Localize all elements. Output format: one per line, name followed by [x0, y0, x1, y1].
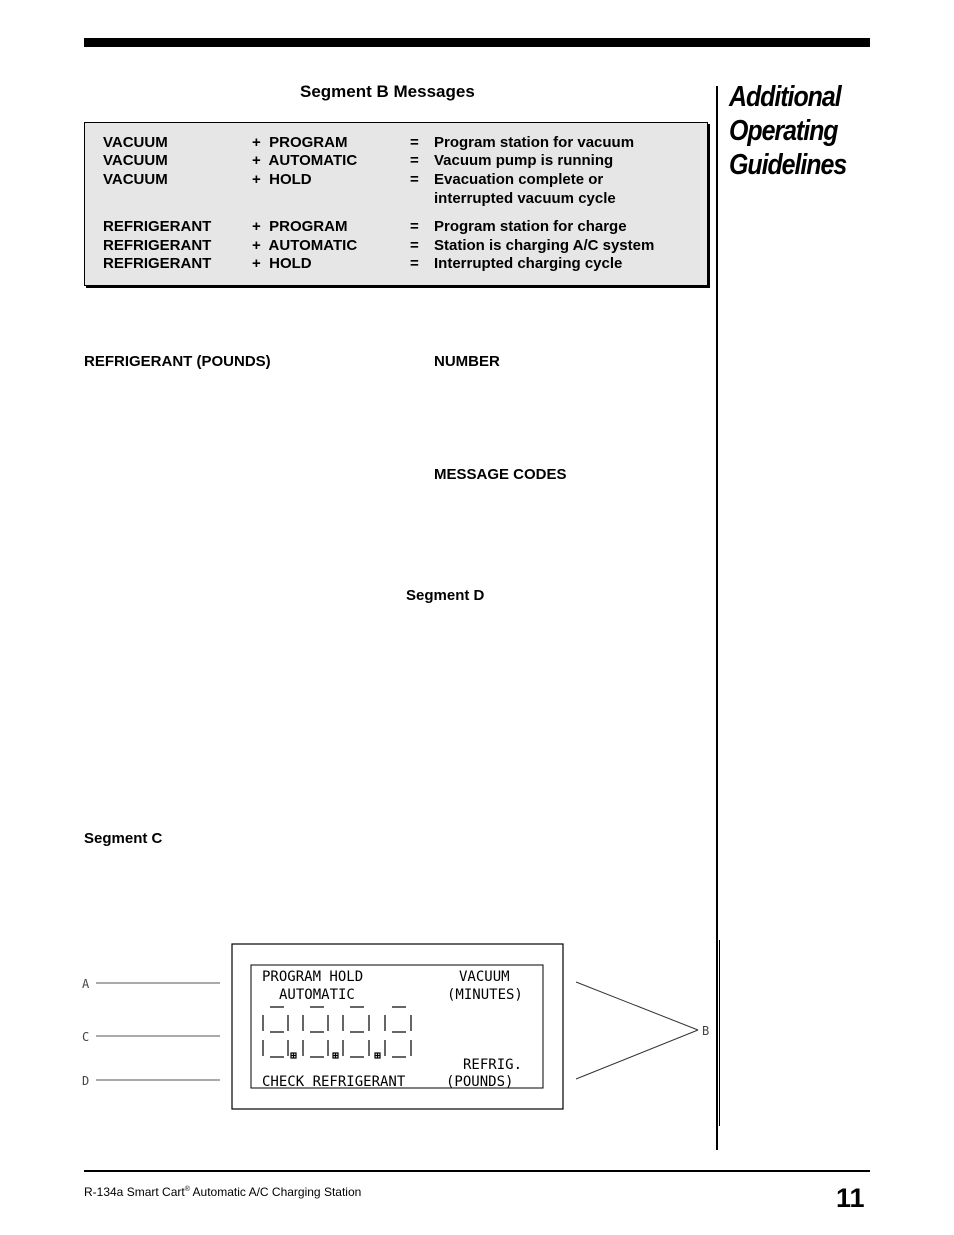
equals-sign: =: [410, 255, 419, 272]
segment-c-label: Segment C: [84, 830, 163, 847]
callout-line-b-upper: [576, 982, 698, 1030]
footer-product-name: [84, 1185, 361, 1199]
side-title-line: Operating: [729, 115, 838, 147]
side-title-line: Guidelines: [729, 149, 847, 181]
display-automatic: AUTOMATIC: [279, 987, 355, 1003]
refrigerant-pounds-label: REFRIGERANT (POUNDS): [84, 353, 271, 370]
plus-sign: +: [252, 218, 261, 235]
callout-label-a: A: [82, 977, 90, 991]
equals-sign: =: [410, 152, 419, 169]
row-term: VACUUM: [103, 152, 168, 169]
row-meaning-continued: interrupted vacuum cycle: [434, 190, 616, 207]
display-program-hold: PROGRAM HOLD: [262, 969, 364, 985]
display-panel-diagram: [60, 935, 740, 1120]
page-number: 11: [836, 1183, 865, 1213]
plus-sign: +: [252, 152, 261, 169]
display-refrig: REFRIG.: [463, 1057, 523, 1073]
equals-sign: =: [410, 237, 419, 254]
mode-text: PROGRAM: [269, 218, 348, 235]
row-mode: [252, 255, 312, 273]
mode-text: HOLD: [269, 255, 312, 272]
bottom-rule: [84, 1170, 870, 1172]
segment-b-message-table: [84, 122, 708, 286]
display-check-refrigerant: CHECK REFRIGERANT: [262, 1074, 406, 1090]
segment-d-label: Segment D: [406, 587, 485, 604]
row-meaning: Evacuation complete or: [434, 171, 604, 188]
plus-sign: +: [252, 134, 261, 151]
row-term: REFRIGERANT: [103, 237, 212, 254]
row-mode: [252, 171, 312, 189]
plus-sign: +: [252, 237, 261, 254]
row-term: REFRIGERANT: [103, 255, 212, 272]
plus-sign: +: [252, 255, 261, 272]
mode-text: AUTOMATIC: [268, 152, 358, 169]
row-meaning: Vacuum pump is running: [434, 152, 614, 169]
number-label: NUMBER: [434, 353, 500, 370]
registered-mark: ®: [184, 1186, 190, 1193]
row-mode: [252, 134, 347, 152]
plus-sign: +: [252, 171, 261, 188]
mode-text: AUTOMATIC: [268, 237, 358, 254]
row-meaning: Program station for charge: [434, 218, 627, 235]
segment-b-heading: Segment B Messages: [300, 82, 475, 101]
message-codes-label: MESSAGE CODES: [434, 466, 567, 483]
callout-line-b-lower: [576, 1030, 698, 1079]
equals-sign: =: [410, 218, 419, 235]
row-mode: [252, 152, 357, 170]
row-meaning: Station is charging A/C system: [434, 237, 655, 254]
side-title-line: Additional: [729, 81, 841, 113]
top-rule: [84, 38, 870, 47]
callout-label-c: C: [82, 1030, 90, 1044]
display-pounds: (POUNDS): [446, 1074, 514, 1090]
side-title: [729, 80, 892, 182]
mode-text: HOLD: [269, 171, 312, 188]
mode-text: PROGRAM: [269, 134, 348, 151]
callout-label-b: B: [702, 1024, 710, 1038]
equals-sign: =: [410, 171, 419, 188]
row-term: REFRIGERANT: [103, 218, 212, 235]
row-term: VACUUM: [103, 134, 168, 151]
display-minutes: (MINUTES): [447, 987, 523, 1003]
callout-label-d: D: [82, 1074, 90, 1088]
footer-product-rest: Automatic A/C Charging Station: [189, 1185, 362, 1199]
row-meaning: Interrupted charging cycle: [434, 255, 623, 272]
row-mode: [252, 218, 347, 236]
row-mode: [252, 237, 357, 255]
footer-product: R-134a Smart Cart: [84, 1185, 185, 1199]
display-vacuum: VACUUM: [459, 969, 510, 985]
equals-sign: =: [410, 134, 419, 151]
row-meaning: Program station for vacuum: [434, 134, 635, 151]
row-term: VACUUM: [103, 171, 168, 188]
